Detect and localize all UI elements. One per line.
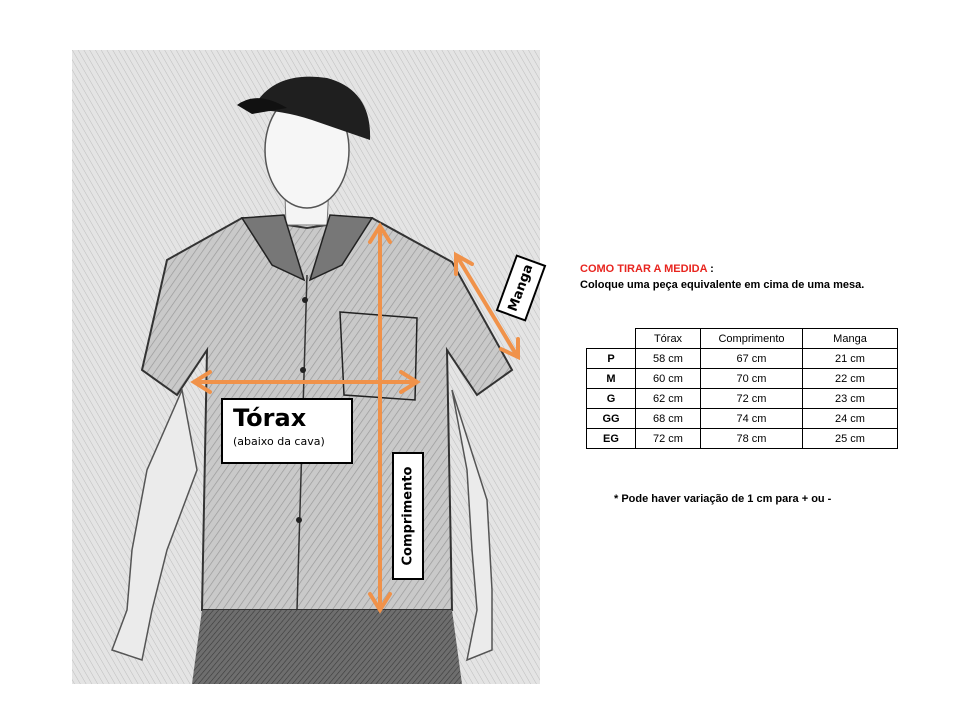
table-row (587, 369, 898, 389)
torax-sublabel: (abaixo da cava) (233, 435, 325, 448)
torax-label-box (221, 398, 353, 464)
size-table (586, 328, 898, 449)
table-header-manga: Manga (803, 329, 898, 349)
table-row (587, 389, 898, 409)
comprimento-cell: 78 cm (701, 429, 803, 449)
instructions-text: Coloque uma peça equivalente em cima de uma mesa. (580, 279, 865, 291)
table-header-row (587, 329, 898, 349)
manga-label: Manga (505, 262, 537, 314)
torax-cell: 58 cm (636, 349, 701, 369)
table-row (587, 409, 898, 429)
size-cell: EG (587, 429, 636, 449)
shirt-measurement-illustration (72, 50, 540, 684)
table-header-empty (587, 329, 636, 349)
manga-label-box (493, 246, 551, 312)
sketch-drawing (72, 50, 540, 684)
comprimento-cell: 67 cm (701, 349, 803, 369)
manga-cell: 25 cm (803, 429, 898, 449)
comprimento-label: Comprimento (400, 466, 416, 566)
manga-cell: 22 cm (803, 369, 898, 389)
table-row (587, 349, 898, 369)
variation-note: * Pode haver variação de 1 cm para + ou - (614, 493, 832, 505)
table-header-comprimento: Comprimento (701, 329, 803, 349)
measurement-instructions (580, 261, 864, 293)
manga-cell: 21 cm (803, 349, 898, 369)
manga-label-frame (496, 254, 547, 321)
comprimento-label-box (392, 452, 424, 580)
comprimento-cell: 72 cm (701, 389, 803, 409)
size-cell: GG (587, 409, 636, 429)
torax-cell: 60 cm (636, 369, 701, 389)
torax-cell: 62 cm (636, 389, 701, 409)
size-cell: M (587, 369, 636, 389)
comprimento-cell: 70 cm (701, 369, 803, 389)
table-header-torax: Tórax (636, 329, 701, 349)
manga-cell: 23 cm (803, 389, 898, 409)
table-row (587, 429, 898, 449)
torax-cell: 68 cm (636, 409, 701, 429)
manga-cell: 24 cm (803, 409, 898, 429)
torax-cell: 72 cm (636, 429, 701, 449)
size-cell: G (587, 389, 636, 409)
comprimento-cell: 74 cm (701, 409, 803, 429)
size-cell: P (587, 349, 636, 369)
torax-label: Tórax (233, 404, 307, 432)
instructions-title: COMO TIRAR A MEDIDA (580, 263, 708, 275)
instructions-colon: : (707, 263, 714, 275)
